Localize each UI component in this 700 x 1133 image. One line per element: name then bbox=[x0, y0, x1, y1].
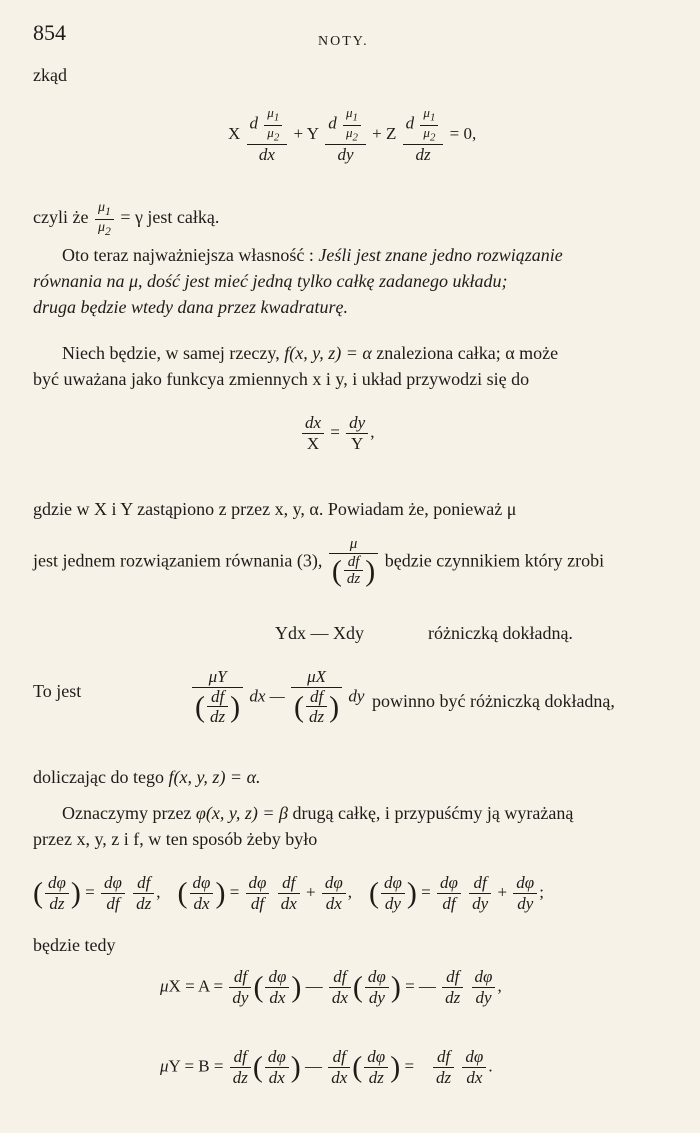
text-line: Niech będzie, w samej rzeczy, f(x, y, z) = α znaleziona całka; α może bbox=[62, 343, 559, 363]
text-line: być uważana jako funkcya zmiennych x i y, i układ przywodzi się do bbox=[33, 369, 530, 389]
text-line: przez x, y, z i f, w ten sposób żeby było bbox=[33, 829, 318, 849]
page-number: 854 bbox=[33, 20, 66, 45]
text-line: Oznaczymy przez φ(x, y, z) = β drugą całkę, i przypuśćmy ją wyrażaną bbox=[62, 803, 574, 823]
text-line: Oto teraz najważniejsza własność : Jeśli jest znane jedno rozwiązanie bbox=[62, 245, 563, 265]
equation-4: ( $\frac{d\varphi}{dz}$ ) = $\frac{d\varphi}{df}$ $\frac{df}{dz}$ , ( $\frac{d\varphi}{dx}$ ) = $\frac{d\varphi}{df}$ $\frac{df}{dx}$ + $\frac{d\varphi}{dx}$ , ( $\frac{d\varphi}{dy}$ ) = $\frac{d\varphi}{df}$ $\frac{df}{dy}$ + $\frac{d\varphi}{dy}$ ; bbox=[33, 873, 544, 913]
text-line: czyli że $\frac{\mu_1}{\mu_2}$ = γ jest całką. bbox=[33, 200, 220, 238]
text-line: równania na μ, dość jest mieć jedną tylko całkę zadanego układu; bbox=[33, 271, 508, 291]
text-line: To jest bbox=[33, 681, 82, 701]
fraction-mu-df-dz: μ ( $\frac{df}{dz}$ ) bbox=[329, 536, 378, 588]
text-line: doliczając do tego f(x, y, z) = α. bbox=[33, 767, 261, 787]
equation-3: μY ( $\frac{df}{dz}$ ) dx — μX ( $\frac{df}{dz}$ ) dy bbox=[190, 668, 364, 727]
equation-5: μX = A = $\frac{df}{dy}$ ( $\frac{d\varphi}{dx}$ ) — $\frac{df}{dx}$ ( $\frac{d\varphi}{dy}$ ) = — $\frac{df}{dz}$ $\frac{d\varphi}{dy}$ , bbox=[160, 967, 502, 1007]
text-line: druga będzie wtedy dana przez kwadraturę. bbox=[33, 297, 348, 317]
text-line: powinno być różniczką dokładną, bbox=[372, 691, 615, 711]
equation-1: X d $\frac{\mu_1}{\mu_2}$ dx + Y d $\frac{\mu_1}{\mu_2}$ dy + Z d $\frac{\mu_1}{\mu_2}$ dz = 0, bbox=[228, 105, 477, 164]
text-line: będzie tedy bbox=[33, 935, 116, 955]
equation-2: $\frac{dx}{X}$ = $\frac{dy}{Y}$ , bbox=[300, 414, 374, 453]
fraction-mu: $\frac{\mu_1}{\mu_2}$ bbox=[95, 200, 114, 238]
text-line: Ydx — Xdy bbox=[275, 623, 364, 643]
text-line: gdzie w X i Y zastąpiono z przez x, y, α. Powiadam że, ponieważ μ bbox=[33, 499, 517, 519]
text-line: różniczką dokładną. bbox=[428, 623, 573, 643]
equation-6: μY = B = $\frac{df}{dz}$ ( $\frac{d\varphi}{dx}$ ) — $\frac{df}{dx}$ ( $\frac{d\varphi}{dz}$ ) = $\frac{df}{dz}$ $\frac{d\varphi}{dx}$ . bbox=[160, 1047, 493, 1087]
text-line: zkąd bbox=[33, 65, 67, 85]
text-line: jest jednem rozwiązaniem równania (3), μ ( $\frac{df}{dz}$ ) będzie czynnikiem który zrobi bbox=[33, 536, 605, 587]
running-header: NOTY. bbox=[318, 34, 369, 49]
